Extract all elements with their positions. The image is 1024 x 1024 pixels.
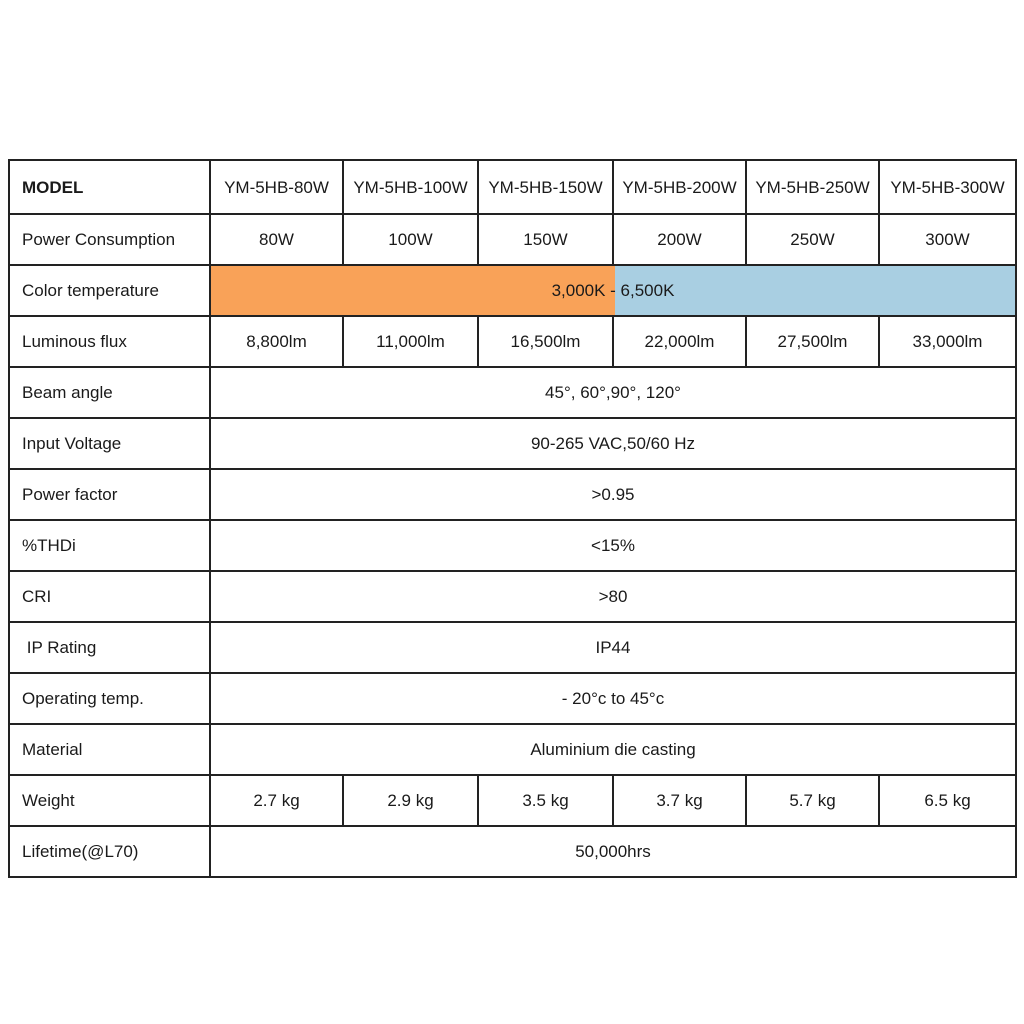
weight-value: 2.7 kg — [210, 775, 343, 826]
cri-value: >80 — [210, 571, 1016, 622]
luminous-flux-value: 22,000lm — [613, 316, 746, 367]
material-row — [9, 724, 1016, 775]
ip-rating-label: IP Rating — [9, 622, 210, 673]
thdi-value: <15% — [210, 520, 1016, 571]
input-voltage-label: Input Voltage — [9, 418, 210, 469]
weight-value: 2.9 kg — [343, 775, 478, 826]
luminous-flux-value: 33,000lm — [879, 316, 1016, 367]
luminous-flux-value: 16,500lm — [478, 316, 613, 367]
model-name: YM-5HB-300W — [879, 160, 1016, 214]
weight-row — [9, 775, 1016, 826]
weight-value: 6.5 kg — [879, 775, 1016, 826]
weight-label: Weight — [9, 775, 210, 826]
power-value: 250W — [746, 214, 879, 265]
model-name: YM-5HB-200W — [613, 160, 746, 214]
power-factor-value: >0.95 — [210, 469, 1016, 520]
ip-rating-value: IP44 — [210, 622, 1016, 673]
ip-rating-row — [9, 622, 1016, 673]
power-factor-label: Power factor — [9, 469, 210, 520]
color-temperature-label: Color temperature — [9, 265, 210, 316]
color-temperature-gradient-bar — [211, 266, 1015, 315]
weight-value: 5.7 kg — [746, 775, 879, 826]
power-value: 150W — [478, 214, 613, 265]
lifetime-value: 50,000hrs — [210, 826, 1016, 877]
lifetime-row — [9, 826, 1016, 877]
luminous-flux-value: 8,800lm — [210, 316, 343, 367]
operating-temp-value: - 20°c to 45°c — [210, 673, 1016, 724]
beam-angle-label: Beam angle — [9, 367, 210, 418]
luminous-flux-value: 27,500lm — [746, 316, 879, 367]
operating-temp-row — [9, 673, 1016, 724]
material-label: Material — [9, 724, 210, 775]
weight-value: 3.5 kg — [478, 775, 613, 826]
power-consumption-label: Power Consumption — [9, 214, 210, 265]
power-value: 200W — [613, 214, 746, 265]
power-value: 80W — [210, 214, 343, 265]
power-value: 300W — [879, 214, 1016, 265]
color-temperature-value: 3,000K - 6,500K — [551, 281, 675, 300]
luminous-flux-value: 11,000lm — [343, 316, 478, 367]
cri-row — [9, 571, 1016, 622]
power-factor-row — [9, 469, 1016, 520]
power-value: 100W — [343, 214, 478, 265]
material-value: Aluminium die casting — [210, 724, 1016, 775]
color-temperature-cell — [210, 265, 1016, 316]
input-voltage-value: 90-265 VAC,50/60 Hz — [210, 418, 1016, 469]
power-consumption-row — [9, 214, 1016, 265]
model-row — [9, 160, 1016, 214]
lifetime-label: Lifetime(@L70) — [9, 826, 210, 877]
color-temperature-row — [9, 265, 1016, 316]
operating-temp-label: Operating temp. — [9, 673, 210, 724]
thdi-label: %THDi — [9, 520, 210, 571]
luminous-flux-label: Luminous flux — [9, 316, 210, 367]
input-voltage-row — [9, 418, 1016, 469]
model-name: YM-5HB-80W — [210, 160, 343, 214]
model-name: YM-5HB-150W — [478, 160, 613, 214]
model-name: YM-5HB-100W — [343, 160, 478, 214]
weight-value: 3.7 kg — [613, 775, 746, 826]
beam-angle-value: 45°, 60°,90°, 120° — [210, 367, 1016, 418]
luminous-flux-row — [9, 316, 1016, 367]
thdi-row — [9, 520, 1016, 571]
model-name: YM-5HB-250W — [746, 160, 879, 214]
beam-angle-row — [9, 367, 1016, 418]
model-label: MODEL — [9, 160, 210, 214]
spec-table — [8, 159, 1017, 878]
cri-label: CRI — [9, 571, 210, 622]
